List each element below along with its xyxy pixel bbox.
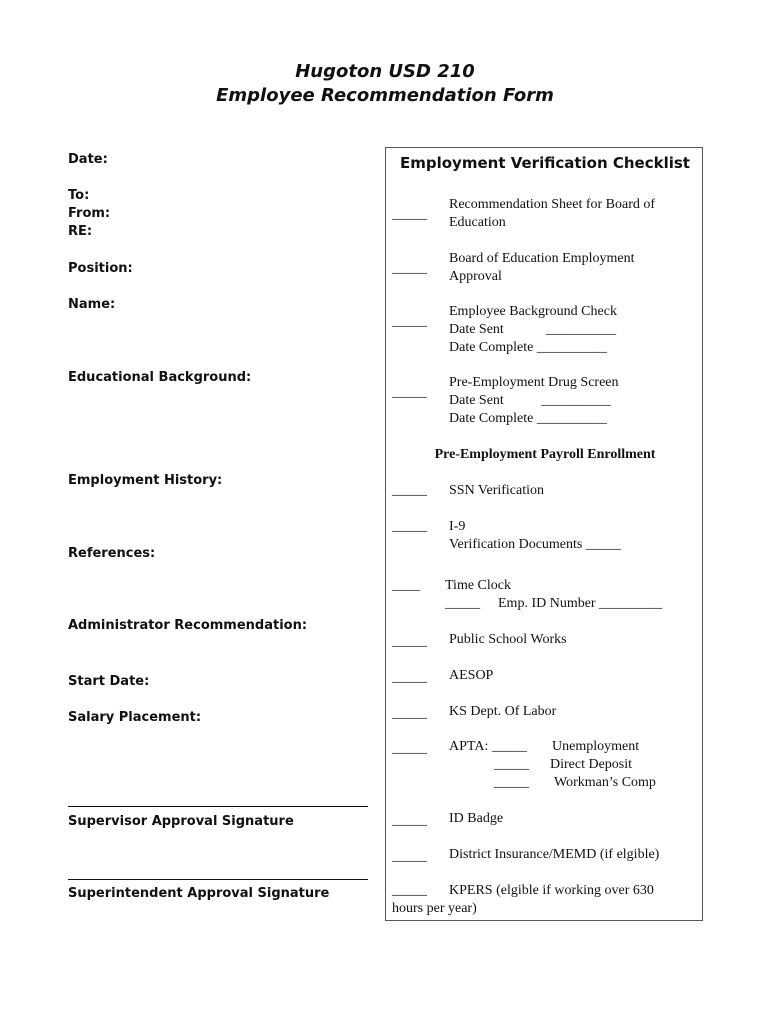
from-label: From: <box>68 206 111 221</box>
checkbox-blank: _____ <box>392 207 427 222</box>
drug-date-sent-line: __________ <box>541 393 611 408</box>
checkbox-blank: _____ <box>392 519 427 534</box>
item-ks-dept-of-labor: KS Dept. Of Labor <box>449 704 557 719</box>
form-title-district: Hugoton USD 210 <box>295 61 475 82</box>
employment-verification-checklist <box>385 147 703 921</box>
checkbox-blank: _____ <box>392 483 427 498</box>
item-aesop: AESOP <box>449 668 494 683</box>
drug-date-complete: Date Complete __________ <box>449 411 607 426</box>
checkbox-blank: _____ <box>392 883 427 898</box>
background-date-sent: Date Sent <box>449 322 504 337</box>
checkbox-blank: _____ <box>392 813 427 828</box>
position-label: Position: <box>68 261 133 276</box>
item-background-check: Employee Background Check <box>449 304 617 319</box>
item-drug-screen: Pre-Employment Drug Screen <box>449 375 619 390</box>
educational-background-label: Educational Background: <box>68 370 252 385</box>
item-apta: APTA: _____ <box>449 739 527 754</box>
administrator-recommendation-label: Administrator Recommendation: <box>68 618 308 633</box>
checklist-title: Employment Verification Checklist <box>400 154 690 172</box>
background-date-sent-line: __________ <box>546 322 616 337</box>
payroll-enrollment-heading: Pre-Employment Payroll Enrollment <box>434 447 656 462</box>
supervisor-signature-label: Supervisor Approval Signature <box>68 814 294 829</box>
checkbox-blank: _____ <box>445 596 480 611</box>
to-label: To: <box>68 188 90 203</box>
start-date-label: Start Date: <box>68 674 150 689</box>
item-emp-id-number: Emp. ID Number _________ <box>498 596 663 611</box>
item-i9: I-9 <box>449 519 466 534</box>
checkbox-blank: _____ <box>392 741 427 756</box>
item-kpers-cont: hours per year) <box>392 901 477 916</box>
checkbox-blank: _____ <box>392 706 427 721</box>
salary-placement-label: Salary Placement: <box>68 710 202 725</box>
checkbox-blank: _____ <box>392 261 427 276</box>
employment-history-label: Employment History: <box>68 473 223 488</box>
checkbox-blank: _____ <box>494 757 529 772</box>
references-label: References: <box>68 546 156 561</box>
checkbox-blank: _____ <box>392 314 427 329</box>
item-public-school-works: Public School Works <box>449 632 567 647</box>
form-title: Employee Recommendation Form <box>216 85 554 106</box>
checkbox-blank: _____ <box>392 634 427 649</box>
checkbox-blank: _____ <box>392 670 427 685</box>
superintendent-signature-line <box>68 879 368 880</box>
item-recommendation-sheet-cont: Education <box>449 215 506 230</box>
background-date-complete: Date Complete __________ <box>449 340 607 355</box>
superintendent-signature-label: Superintendent Approval Signature <box>68 886 330 901</box>
item-board-approval-cont: Approval <box>449 269 502 284</box>
item-board-approval: Board of Education Employment <box>449 251 635 266</box>
item-i9-documents: Verification Documents _____ <box>449 537 621 552</box>
checkbox-blank: _____ <box>392 385 427 400</box>
drug-date-sent: Date Sent <box>449 393 504 408</box>
item-kpers: KPERS (elgible if working over 630 <box>449 883 654 898</box>
re-label: RE: <box>68 224 93 239</box>
checkbox-blank: _____ <box>392 849 427 864</box>
name-label: Name: <box>68 297 116 312</box>
item-time-clock: Time Clock <box>445 578 511 593</box>
supervisor-signature-line <box>68 806 368 807</box>
apta-direct-deposit: Direct Deposit <box>550 757 633 772</box>
checkbox-blank: ____ <box>392 578 420 593</box>
item-ssn-verification: SSN Verification <box>449 483 545 498</box>
apta-unemployment: Unemployment <box>552 739 640 754</box>
item-recommendation-sheet: Recommendation Sheet for Board of <box>449 197 656 212</box>
date-label: Date: <box>68 152 108 167</box>
item-district-insurance: District Insurance/MEMD (if elgible) <box>449 847 660 862</box>
apta-workmans-comp: Workman’s Comp <box>554 775 656 790</box>
item-id-badge: ID Badge <box>449 811 504 826</box>
checkbox-blank: _____ <box>494 775 529 790</box>
